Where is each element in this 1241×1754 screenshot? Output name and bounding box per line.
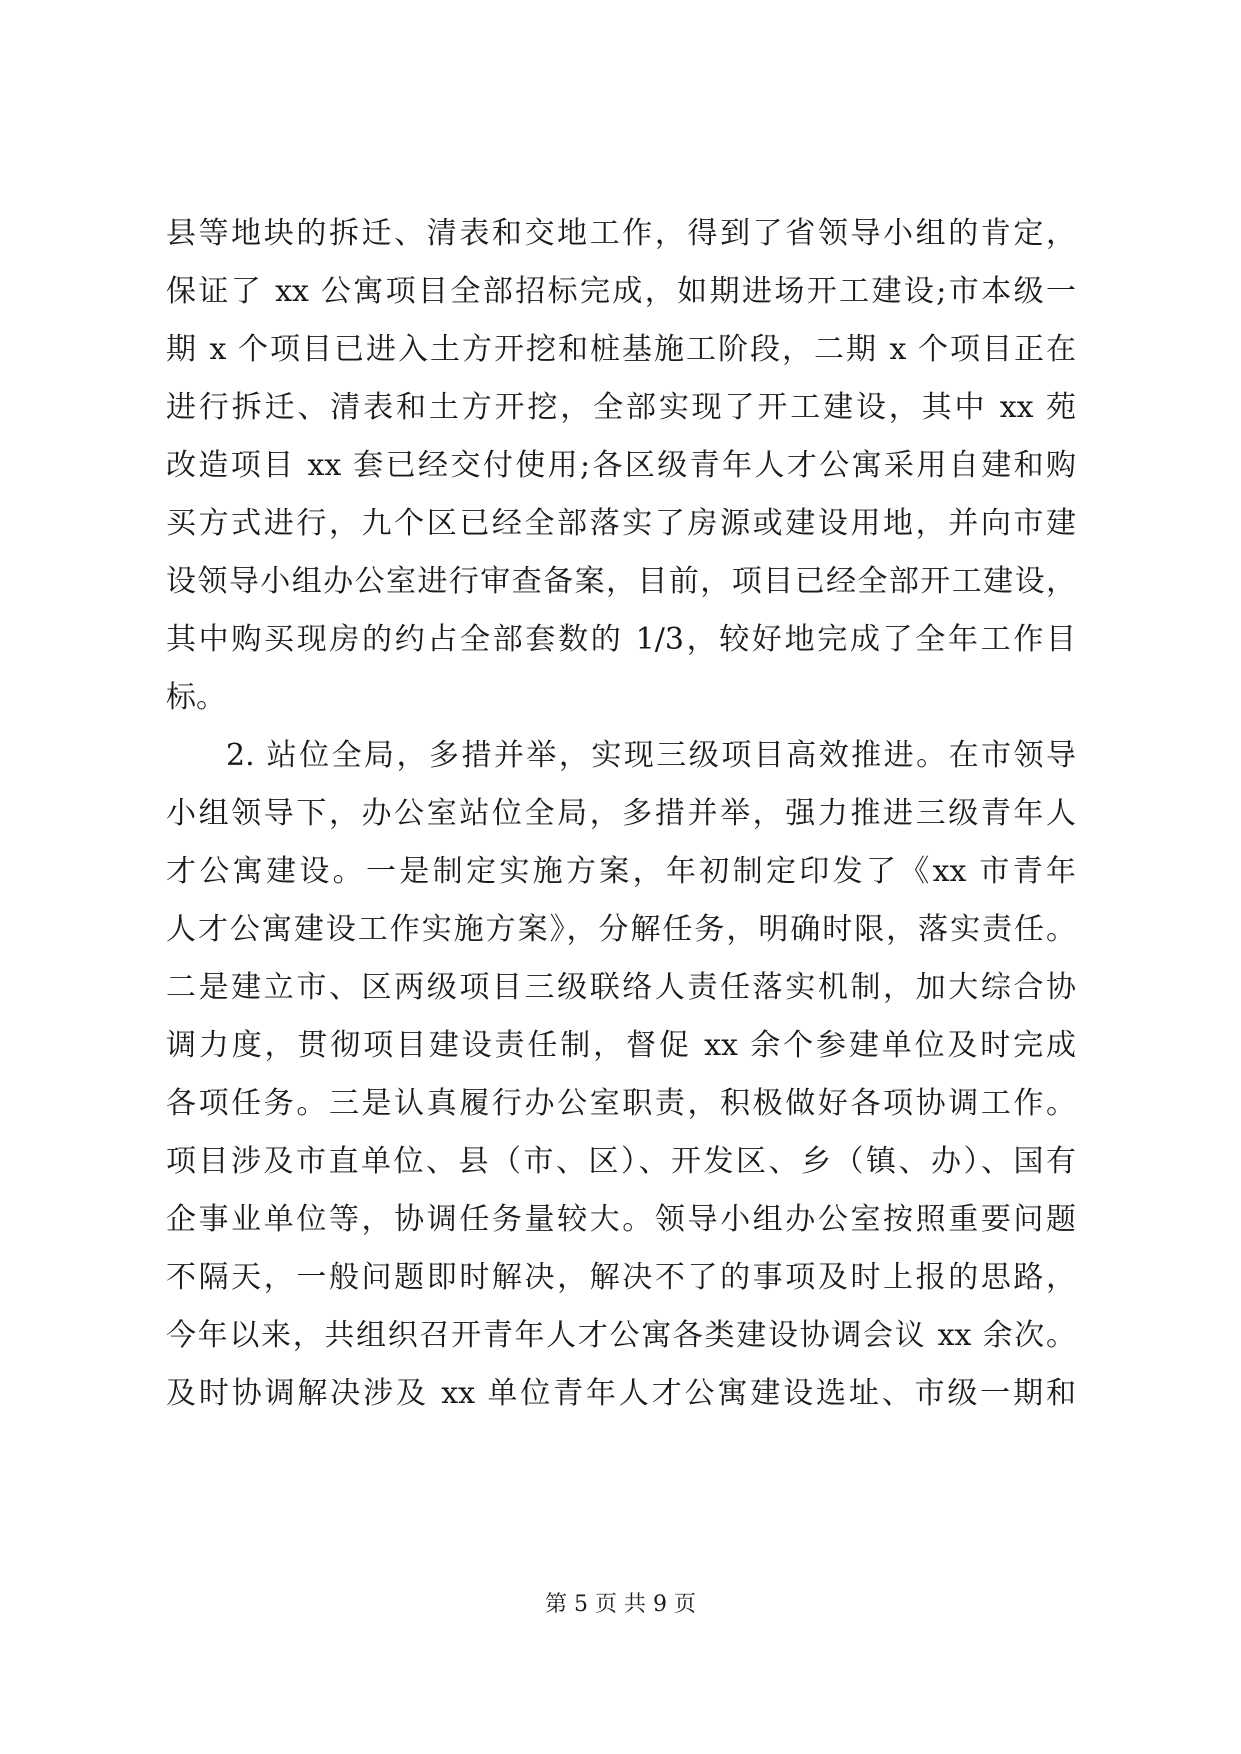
paragraph-line: 不隔天，一般问题即时解决，解决不了的事项及时上报的思路， <box>166 1260 1076 1295</box>
paragraph-line: 保证了 xx 公寓项目全部招标完成，如期进场开工建设;市本级一 <box>166 274 1076 309</box>
paragraph-line: 其中购买现房的约占全部套数的 1/3，较好地完成了全年工作目 <box>166 622 1076 657</box>
paragraph-line: 项目涉及市直单位、县（市、区）、开发区、乡（镇、办）、国有 <box>166 1144 1076 1179</box>
paragraph-line: 才公寓建设。一是制定实施方案，年初制定印发了《xx 市青年 <box>166 854 1076 889</box>
paragraph-line: 调力度，贯彻项目建设责任制，督促 xx 余个参建单位及时完成 <box>166 1028 1076 1063</box>
paragraph-line: 二是建立市、区两级项目三级联络人责任落实机制，加大综合协 <box>166 970 1076 1005</box>
paragraph-line: 各项任务。三是认真履行办公室职责，积极做好各项协调工作。 <box>166 1086 1076 1121</box>
paragraph-line: 进行拆迁、清表和土方开挖，全部实现了开工建设，其中 xx 苑 <box>166 390 1076 425</box>
paragraph-line: 买方式进行，九个区已经全部落实了房源或建设用地，并向市建 <box>166 506 1076 541</box>
paragraph-line: 2. 站位全局，多措并举，实现三级项目高效推进。在市领导 <box>226 738 1076 773</box>
page-number-footer: 第 5 页 共 9 页 <box>545 1592 696 1617</box>
paragraph-line: 小组领导下，办公室站位全局，多措并举，强力推进三级青年人 <box>166 796 1076 831</box>
paragraph-line: 人才公寓建设工作实施方案》，分解任务，明确时限，落实责任。 <box>166 912 1076 947</box>
paragraph-line: 企事业单位等，协调任务量较大。领导小组办公室按照重要问题 <box>166 1202 1076 1237</box>
paragraph-line: 改造项目 xx 套已经交付使用;各区级青年人才公寓采用自建和购 <box>166 448 1076 483</box>
paragraph-line: 县等地块的拆迁、清表和交地工作，得到了省领导小组的肯定， <box>166 216 1076 251</box>
paragraph-line: 今年以来，共组织召开青年人才公寓各类建设协调会议 xx 余次。 <box>166 1318 1076 1353</box>
paragraph-line: 设领导小组办公室进行审查备案，目前，项目已经全部开工建设， <box>166 564 1076 599</box>
paragraph-line: 期 x 个项目已进入土方开挖和桩基施工阶段，二期 x 个项目正在 <box>166 332 1076 367</box>
paragraph-line: 及时协调解决涉及 xx 单位青年人才公寓建设选址、市级一期和 <box>166 1376 1076 1411</box>
paragraph-line: 标。 <box>166 680 226 715</box>
